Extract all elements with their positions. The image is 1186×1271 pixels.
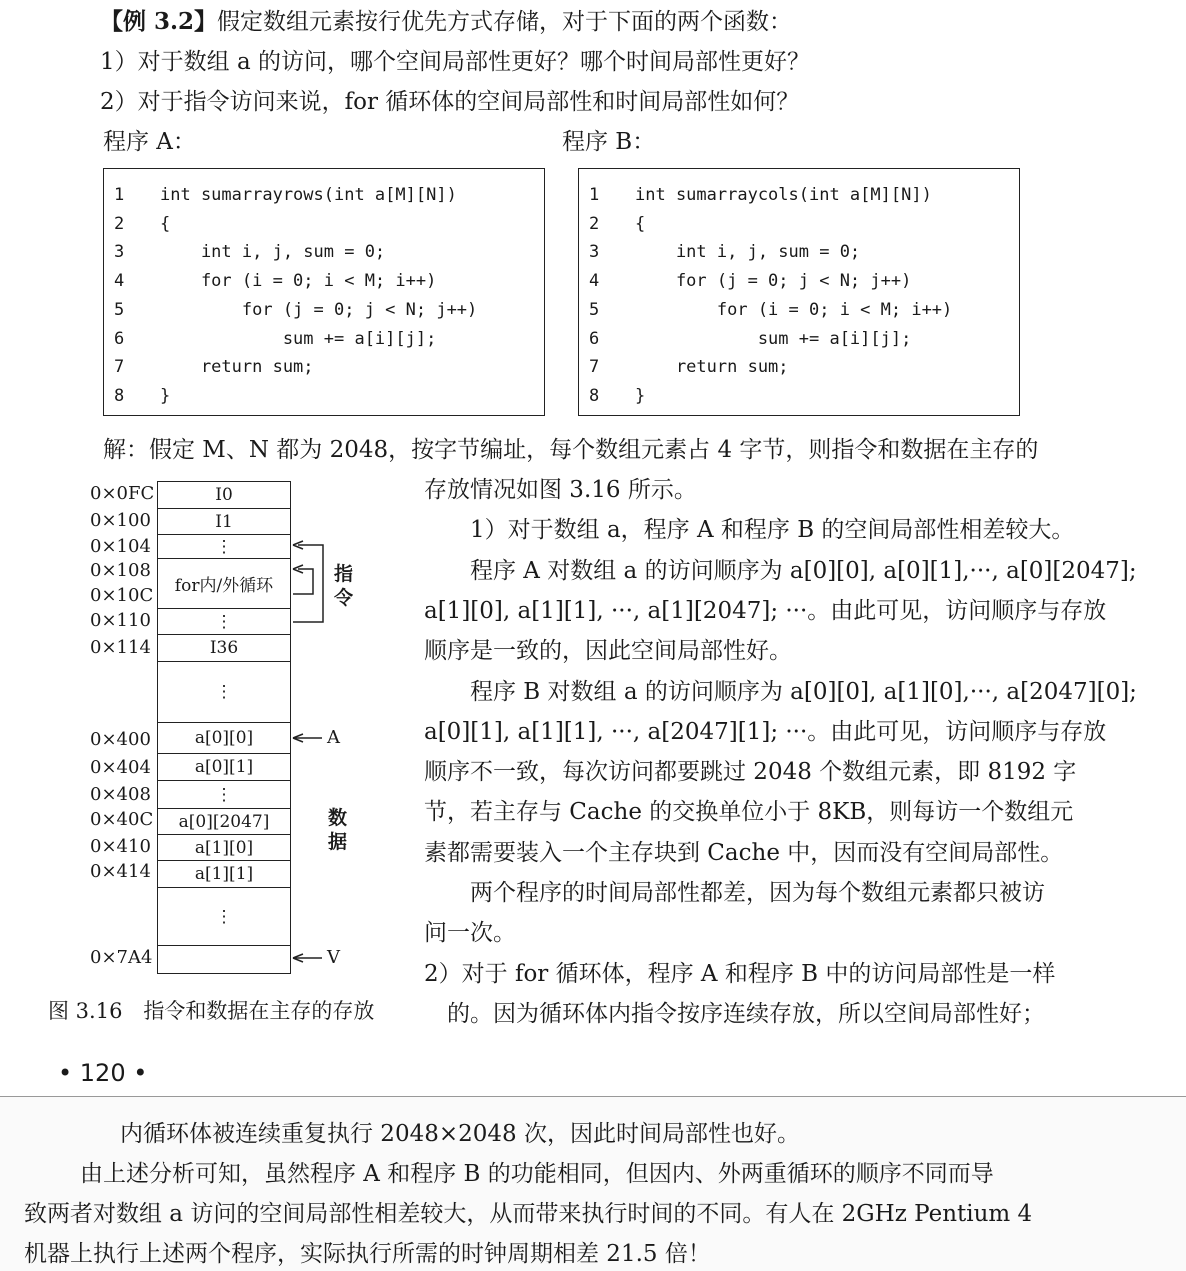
- next-line: 致两者对数组 a 访问的空间局部性相差较大，从而带来执行时间的不同。有人在 2GHz Pentium 4: [24, 1201, 1033, 1227]
- address-label: 0×110: [90, 610, 151, 631]
- address-label: 0×410: [90, 836, 151, 857]
- memory-cell: ⋮: [157, 887, 291, 947]
- solution-line: a[0][1], a[1][1], ···, a[2047][1]; ···。由此可见，访问顺序与存放: [424, 718, 1107, 745]
- solution-first-line: 解：假定 M、N 都为 2048，按字节编址，每个数组元素占 4 字节，则指令和数据在主存的: [103, 437, 1039, 463]
- line-number: 4: [114, 271, 125, 292]
- solution-line: 程序 B 对数组 a 的访问顺序为 a[0][0], a[1][0],···, a[2047][0];: [424, 678, 1137, 705]
- line-number: 3: [114, 242, 125, 263]
- solution-line: 的。因为循环体内指令按序连续存放，所以空间局部性好；: [424, 1000, 1045, 1027]
- solution-line: 两个程序的时间局部性都差，因为每个数组元素都只被访: [424, 880, 1045, 906]
- code-line: {: [160, 213, 171, 234]
- line-number: 1: [589, 185, 600, 205]
- memory-cell: ⋮: [157, 608, 291, 636]
- line-number: 1: [114, 185, 125, 205]
- memory-cell: a[1][1]: [157, 860, 291, 889]
- question-1: 1）对于数组 a 的访问，哪个空间局部性更好？哪个时间局部性更好？: [100, 49, 810, 75]
- memory-cell: a[0][1]: [157, 753, 291, 782]
- line-number: 5: [589, 299, 600, 320]
- program-a-title: 程序 A：: [103, 129, 196, 155]
- code-line: for (i = 0; i < M; i++): [635, 299, 953, 320]
- line-number: 6: [589, 328, 600, 349]
- program-b-title: 程序 B：: [562, 129, 656, 155]
- line-number: 7: [589, 357, 600, 378]
- instruction-label: 指令: [334, 563, 354, 609]
- program-b-code: [578, 168, 1020, 416]
- address-label: 0×414: [90, 861, 151, 882]
- code-line: int i, j, sum = 0;: [635, 242, 861, 263]
- memory-cell: I1: [157, 508, 291, 536]
- loop-arrows: [0, 0, 420, 1000]
- line-number: 7: [114, 357, 125, 378]
- code-line: sum += a[i][j];: [160, 328, 437, 349]
- intro-text: 假定数组元素按行优先方式存储，对于下面的两个函数：: [217, 9, 793, 35]
- solution-line: a[1][0], a[1][1], ···, a[1][2047]; ···。由此可见，访问顺序与存放: [424, 597, 1107, 624]
- line-number: 4: [589, 271, 600, 292]
- next-line: 内循环体被连续重复执行 2048×2048 次，因此时间局部性也好。: [120, 1121, 800, 1147]
- code-line: for (j = 0; j < N; j++): [160, 299, 478, 320]
- memory-cell: a[0][0]: [157, 722, 291, 755]
- memory-cell: ⋮: [157, 780, 291, 810]
- example-tag: 【例 3.2】: [100, 8, 218, 35]
- solution-line: 程序 A 对数组 a 的访问顺序为 a[0][0], a[0][1],···, a[0][2047];: [424, 557, 1137, 584]
- solution-line: 节，若主存与 Cache 的交换单位小于 8KB，则每访一个数组元: [424, 799, 1074, 826]
- arrow-a-label: A: [327, 727, 340, 748]
- code-line: return sum;: [635, 357, 789, 378]
- code-line: int sumarrayrows(int a[M][N]): [160, 185, 457, 205]
- memory-cell: a[0][2047]: [157, 808, 291, 836]
- data-label: 数据: [328, 807, 348, 853]
- address-label: 0×400: [90, 729, 151, 750]
- solution-line: 顺序是一致的，因此空间局部性好。: [424, 638, 792, 665]
- line-number: 3: [589, 242, 600, 263]
- figure-caption: 图 3.16 指令和数据在主存的存放: [48, 999, 375, 1023]
- code-line: }: [160, 385, 171, 406]
- line-number: 2: [589, 213, 600, 234]
- address-label: 0×100: [90, 510, 151, 531]
- next-page: [0, 1097, 1186, 1271]
- next-line: 机器上执行上述两个程序，实际执行所需的时钟周期相差 21.5 倍！: [24, 1241, 711, 1267]
- line-number: 6: [114, 328, 125, 349]
- code-line: for (j = 0; j < N; j++): [635, 271, 912, 292]
- memory-cell: for内/外循环: [157, 558, 291, 610]
- code-line: int i, j, sum = 0;: [160, 242, 386, 263]
- memory-cell: ⋮: [157, 661, 291, 724]
- address-label: 0×104: [90, 536, 151, 557]
- question-2: 2）对于指令访问来说，for 循环体的空间局部性和时间局部性如何？: [100, 89, 800, 115]
- code-line: sum += a[i][j];: [635, 328, 912, 349]
- line-number: 2: [114, 213, 125, 234]
- code-line: int sumarraycols(int a[M][N]): [635, 185, 932, 205]
- solution-line: 问一次。: [424, 920, 516, 947]
- address-label: 0×7A4: [90, 947, 153, 968]
- page-number: • 120 •: [58, 1059, 148, 1087]
- line-number: 5: [114, 299, 125, 320]
- code-line: }: [635, 385, 646, 406]
- line-number: 8: [114, 385, 125, 406]
- solution-line: 存放情况如图 3.16 所示。: [424, 477, 697, 503]
- memory-cell: a[1][0]: [157, 834, 291, 862]
- code-line: for (i = 0; i < M; i++): [160, 271, 437, 292]
- address-label: 0×114: [90, 637, 151, 658]
- solution-line: 顺序不一致，每次访问都要跳过 2048 个数组元素，即 8192 字: [424, 759, 1077, 786]
- memory-cell: I36: [157, 634, 291, 663]
- address-label: 0×40C: [90, 809, 154, 830]
- solution-line: 素都需要装入一个主存块到 Cache 中，因而没有空间局部性。: [424, 839, 1064, 866]
- memory-cell: I0: [157, 481, 291, 510]
- address-label: 0×10C: [90, 585, 154, 606]
- solution-line: 2）对于 for 循环体，程序 A 和程序 B 中的访问局部性是一样: [424, 960, 1056, 987]
- arrow-v-label: V: [327, 947, 340, 968]
- line-number: 8: [589, 385, 600, 406]
- code-line: return sum;: [160, 357, 314, 378]
- address-label: 0×408: [90, 784, 151, 805]
- code-line: {: [635, 213, 646, 234]
- address-label: 0×0FC: [90, 483, 155, 504]
- address-label: 0×108: [90, 560, 151, 581]
- memory-cell: ⋮: [157, 534, 291, 560]
- solution-line: 1）对于数组 a，程序 A 和程序 B 的空间局部性相差较大。: [424, 517, 1075, 544]
- address-label: 0×404: [90, 757, 151, 778]
- next-line: 由上述分析可知，虽然程序 A 和程序 B 的功能相同，但因内、外两重循环的顺序不同而导: [80, 1161, 994, 1187]
